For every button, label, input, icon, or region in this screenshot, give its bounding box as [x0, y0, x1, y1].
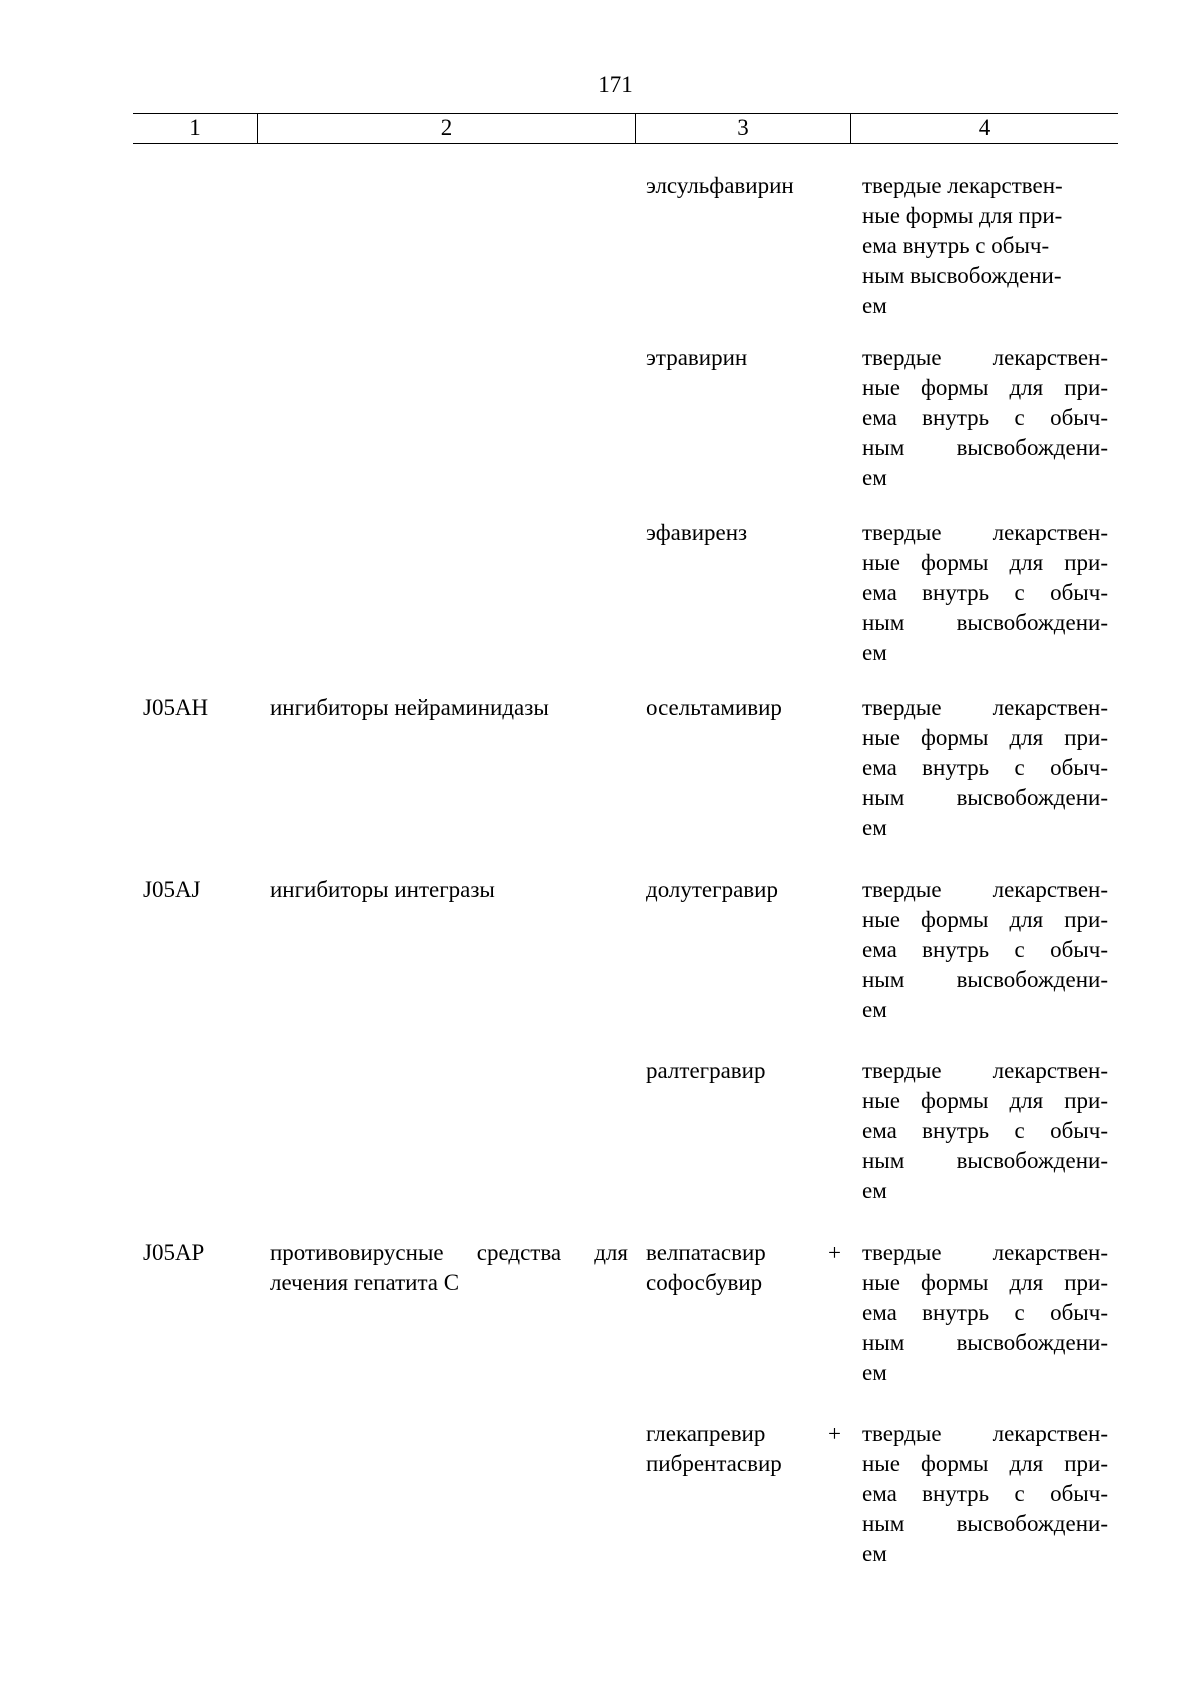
- dosage-form-line: ем: [862, 465, 887, 490]
- drug-name-line: пибрентасвир: [646, 1451, 782, 1476]
- header-col-3: 3: [635, 114, 850, 143]
- dosage-form-line: ные формы для при-: [862, 375, 1108, 400]
- dosage-form: [862, 1238, 1108, 1388]
- header-col-4: 4: [850, 114, 1118, 143]
- dosage-form: [862, 693, 1108, 843]
- pharmacological-group-line: лечения гепатита С: [270, 1270, 460, 1295]
- dosage-form-line: ем: [862, 1178, 887, 1203]
- drug-name-line: велпатасвир +: [646, 1240, 841, 1265]
- dosage-form-line: твердые лекарствен-: [862, 1421, 1108, 1446]
- dosage-form-line: ные формы для при-: [862, 203, 1063, 228]
- dosage-form-line: ные формы для при-: [862, 1088, 1108, 1113]
- dosage-form-line: ем: [862, 293, 887, 318]
- pharmacological-group: ингибиторы интегразы: [270, 877, 495, 902]
- dosage-form-line: ема внутрь с обыч-: [862, 937, 1108, 962]
- dosage-form-line: ем: [862, 1360, 887, 1385]
- drug-name: [646, 1419, 841, 1479]
- atc-code: J05AJ: [143, 877, 201, 902]
- atc-code: J05AH: [143, 695, 209, 720]
- dosage-form-line: ные формы для при-: [862, 1270, 1108, 1295]
- dosage-form-line: ные формы для при-: [862, 1451, 1108, 1476]
- dosage-form-line: ным высвобождени-: [862, 1511, 1108, 1536]
- dosage-form-line: ным высвобождени-: [862, 435, 1108, 460]
- dosage-form: [862, 518, 1108, 668]
- dosage-form-line: твердые лекарствен-: [862, 1058, 1108, 1083]
- drug-name: [646, 1238, 841, 1298]
- dosage-form-line: ем: [862, 815, 887, 840]
- drug-name: осельтамивир: [646, 695, 782, 720]
- dosage-form: [862, 343, 1108, 493]
- drug-name: элсульфавирин: [646, 173, 794, 198]
- drug-name: ралтегравир: [646, 1058, 766, 1083]
- dosage-form-line: ем: [862, 640, 887, 665]
- dosage-form-line: ным высвобождени-: [862, 967, 1108, 992]
- atc-code: J05AP: [143, 1240, 205, 1265]
- header-col-1: 1: [189, 115, 201, 140]
- dosage-form-line: ные формы для при-: [862, 550, 1108, 575]
- dosage-form: [862, 1056, 1108, 1206]
- drug-name: этравирин: [646, 345, 748, 370]
- page-number: 171: [598, 72, 633, 97]
- dosage-form-line: твердые лекарствен-: [862, 173, 1063, 198]
- dosage-form: [862, 875, 1108, 1025]
- dosage-form: [862, 1419, 1108, 1569]
- dosage-form-line: твердые лекарствен-: [862, 345, 1108, 370]
- dosage-form-line: твердые лекарствен-: [862, 877, 1108, 902]
- dosage-form-line: твердые лекарствен-: [862, 1240, 1108, 1265]
- drug-name: долутегравир: [646, 877, 778, 902]
- header-col-2: 2: [257, 114, 635, 143]
- dosage-form-line: ема внутрь с обыч-: [862, 580, 1108, 605]
- dosage-form-line: ным высвобождени-: [862, 1148, 1108, 1173]
- dosage-form-line: ным высвобождени-: [862, 263, 1062, 288]
- dosage-form-line: ные формы для при-: [862, 725, 1108, 750]
- dosage-form-line: ным высвобождени-: [862, 1330, 1108, 1355]
- dosage-form-line: ные формы для при-: [862, 907, 1108, 932]
- dosage-form-line: ема внутрь с обыч-: [862, 1481, 1108, 1506]
- dosage-form-line: ем: [862, 997, 887, 1022]
- dosage-form: [862, 171, 1108, 321]
- dosage-form-line: ема внутрь с обыч-: [862, 755, 1108, 780]
- drug-name: эфавиренз: [646, 520, 748, 545]
- dosage-form-line: ема внутрь с обыч-: [862, 233, 1050, 258]
- dosage-form-line: ным высвобождени-: [862, 785, 1108, 810]
- drug-name-line: софосбувир: [646, 1270, 763, 1295]
- dosage-form-line: ем: [862, 1541, 887, 1566]
- dosage-form-line: ема внутрь с обыч-: [862, 405, 1108, 430]
- table-header: [133, 113, 1118, 144]
- dosage-form-line: ема внутрь с обыч-: [862, 1118, 1108, 1143]
- dosage-form-line: ема внутрь с обыч-: [862, 1300, 1108, 1325]
- pharmacological-group: ингибиторы нейраминидазы: [270, 695, 549, 720]
- dosage-form-line: твердые лекарствен-: [862, 520, 1108, 545]
- pharmacological-group: [270, 1238, 628, 1298]
- dosage-form-line: ным высвобождени-: [862, 610, 1108, 635]
- drug-name-line: глекапревир +: [646, 1421, 841, 1446]
- dosage-form-line: твердые лекарствен-: [862, 695, 1108, 720]
- pharmacological-group-line: противовирусные средства для: [270, 1240, 628, 1265]
